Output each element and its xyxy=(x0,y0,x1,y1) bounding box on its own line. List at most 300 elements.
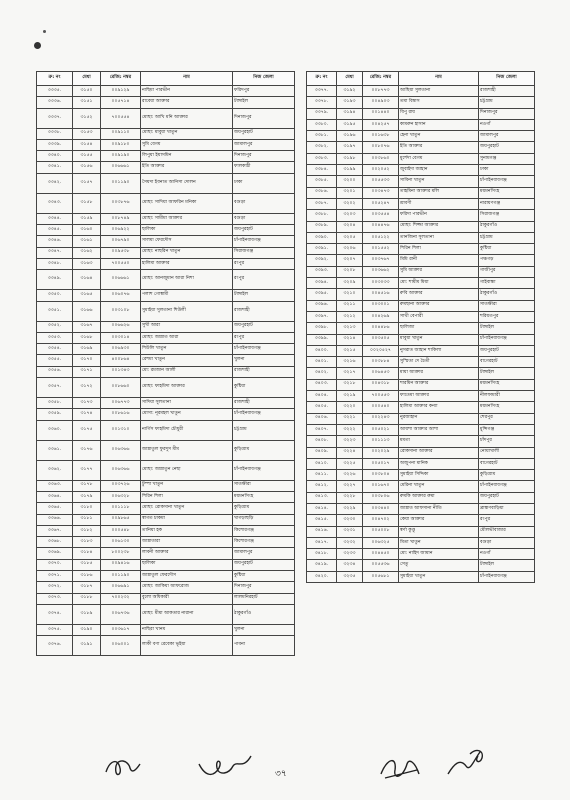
cell-reg-no: ৭০০২৩২ xyxy=(101,593,141,604)
cell-serial: ৩৩৫৭. xyxy=(37,378,73,398)
table-row xyxy=(307,311,535,322)
table-row xyxy=(307,537,535,548)
cell-name: শিরিন শিলা xyxy=(141,491,233,502)
cell-name: নুসরাত জাহান শাকিলা xyxy=(399,345,479,356)
cell-reg-no: ০০১৬৭০ xyxy=(363,481,399,492)
cell-serial: ৩৪১২. xyxy=(307,481,337,492)
cell-merit: ৩২২৩ xyxy=(337,436,363,447)
table-row xyxy=(307,357,535,368)
cell-reg-no: ০০৫৭১৪ xyxy=(101,97,141,108)
cell-name: জান্নাত আফসানা নীতি xyxy=(399,503,479,514)
cell-merit: ৩১৬০ xyxy=(73,225,101,236)
cell-reg-no: ০০৮৬৬০ xyxy=(101,378,141,398)
cell-merit: ৩২৩৫ xyxy=(337,571,363,582)
cell-district: জয়পুরহাট xyxy=(479,492,535,503)
cell-district: মুন্সিগঞ্জ xyxy=(479,424,535,435)
cell-merit: ৩২০৭ xyxy=(337,255,363,266)
cell-merit: ৩১৭২ xyxy=(73,378,101,398)
cell-reg-no: ০০২০৫২ xyxy=(363,165,399,176)
cell-merit: ৩১৯৯ xyxy=(337,165,363,176)
cell-reg-no: ০০৩৮৬০ xyxy=(363,153,399,164)
cell-reg-no: ৭০০৫৫৩ xyxy=(363,391,399,402)
cell-reg-no: ০০৫০২১ xyxy=(363,424,399,435)
cell-serial: ৩৪০৪. xyxy=(307,391,337,402)
cell-merit: ৩১৫৫ xyxy=(73,151,101,162)
cell-district: চাঁপাইনবাবগঞ্জ xyxy=(233,236,295,247)
cell-merit: ৩১৭৪ xyxy=(73,409,101,420)
cell-serial: ৩৪১৬. xyxy=(307,526,337,537)
cell-merit: ৩১৯১ xyxy=(73,636,101,656)
table-row xyxy=(37,514,295,525)
cell-district: রাজশাহী xyxy=(233,398,295,409)
cell-serial: ৩৩৯৯. xyxy=(307,334,337,345)
cell-serial: ৩৪১৫. xyxy=(307,515,337,526)
cell-district: পঞ্চগড় xyxy=(479,255,535,266)
cell-merit: ৩২০১ xyxy=(337,187,363,198)
cell-district: কুড়িগ্রাম xyxy=(233,503,295,514)
cell-district: নওগাঁ xyxy=(479,119,535,130)
cell-name: হালিমা আক্তার xyxy=(141,258,233,269)
cell-reg-no: ০০৪৪৭৬ xyxy=(363,221,399,232)
header-name: নাম xyxy=(141,72,233,86)
cell-name: রাবেয়া আক্তার xyxy=(141,97,233,108)
cell-name: মোছা: ফাহমিদা আক্তার xyxy=(141,378,233,398)
table-row xyxy=(37,301,295,321)
cell-name: রেশমা খাতুন xyxy=(141,355,233,366)
cell-name: নুরজাহান xyxy=(399,413,479,424)
table-row xyxy=(37,128,295,139)
cell-serial: ৩৩৪৬. xyxy=(37,236,73,247)
table-row xyxy=(37,537,295,548)
cell-district: ময়মনসিংহ xyxy=(479,402,535,413)
cell-district: চট্টগ্রাম xyxy=(479,232,535,243)
cell-district: ঢাকা xyxy=(479,165,535,176)
table-row xyxy=(307,289,535,300)
cell-serial: ৩৪০৮. xyxy=(307,436,337,447)
table-row xyxy=(307,153,535,164)
cell-serial: ৩৪১১. xyxy=(307,470,337,481)
table-row xyxy=(307,278,535,289)
cell-district: শরিয়তপুর xyxy=(479,311,535,322)
cell-merit: ৩১৫৯ xyxy=(73,213,101,224)
cell-name: মোছা: সাদিয়া আফরিন মনিকা xyxy=(141,193,233,213)
table-row xyxy=(307,86,535,97)
cell-reg-no: ০০৫১২২ xyxy=(363,232,399,243)
table-row xyxy=(37,440,295,460)
cell-serial: ৩৩৬৩. xyxy=(37,480,73,491)
cell-serial: ৩৩৮৬. xyxy=(307,187,337,198)
table-row xyxy=(37,420,295,440)
cell-name: মোছা: মীমা আকতার নারানা xyxy=(141,604,233,624)
cell-serial: ৩৪২০. xyxy=(307,571,337,582)
table-row xyxy=(37,460,295,480)
cell-district: নোয়াখালী xyxy=(479,447,535,458)
cell-reg-no: ০০৬১৩০ xyxy=(101,537,141,548)
cell-merit: ৩২২৬ xyxy=(337,470,363,481)
table-row xyxy=(307,424,535,435)
cell-reg-no: ০০৯১৮০ xyxy=(101,139,141,150)
cell-merit: ৩১৭০ xyxy=(73,355,101,366)
cell-merit: ৩১৭৮ xyxy=(73,480,101,491)
cell-merit: ৩১৭১ xyxy=(73,366,101,377)
table-row xyxy=(37,270,295,290)
cell-district: দিনাজপুর xyxy=(233,108,295,128)
cell-reg-no: ০০৫৬৮১ xyxy=(363,571,399,582)
cell-serial: ৩৩৯৩. xyxy=(307,266,337,277)
table-row xyxy=(37,480,295,491)
cell-district: বগুড়া xyxy=(233,213,295,224)
header-merit: মেধা xyxy=(337,72,363,86)
cell-district: চাঁপাইনবাবগঞ্জ xyxy=(479,571,535,582)
cell-serial: ৩৩৮৮. xyxy=(307,210,337,221)
table-row xyxy=(37,491,295,502)
cell-serial: ৩৩৯৮. xyxy=(307,323,337,334)
page-number: ৩৭ xyxy=(275,769,287,779)
table-row xyxy=(307,413,535,424)
table-row xyxy=(37,193,295,213)
cell-serial: ৩৩৪৪. xyxy=(37,213,73,224)
cell-reg-no: ০০১৩১০ xyxy=(101,420,141,440)
cell-serial: ৩৩৪২. xyxy=(37,173,73,193)
cell-district: কুষ্টিয়া xyxy=(233,571,295,582)
cell-name: সেতু xyxy=(399,560,479,571)
cell-merit: ৩১৫৭ xyxy=(73,173,101,193)
cell-district: জামালপুর xyxy=(233,548,295,559)
cell-district: রাজশাহী xyxy=(233,301,295,321)
cell-serial: ৩৪১৩. xyxy=(307,492,337,503)
cell-name: মেরিনা খাতুন xyxy=(399,481,479,492)
cell-merit: ৩২০৮ xyxy=(337,266,363,277)
cell-serial: ৩৩৬৬. xyxy=(37,514,73,525)
cell-reg-no: ০০১১৯০ xyxy=(101,173,141,193)
cell-merit: ৩১৮৮ xyxy=(73,593,101,604)
cell-serial: ৩৩৬০. xyxy=(37,420,73,440)
table-row xyxy=(307,481,535,492)
cell-serial: ৩৩৭১. xyxy=(37,571,73,582)
table-body-right xyxy=(307,86,535,583)
cell-district: ময়মনসিংহ xyxy=(479,187,535,198)
cell-reg-no: ০০৬০৭৬ xyxy=(101,290,141,301)
cell-serial: ৩৩৬৫. xyxy=(37,503,73,514)
cell-name: নাছিমা পারভীন xyxy=(141,86,233,97)
cell-merit: ৩২৩৩ xyxy=(337,549,363,560)
cell-district: গাইবান্ধা xyxy=(479,278,535,289)
cell-merit: ৩১৮৫ xyxy=(73,559,101,570)
cell-name: তানজিনা সুলতানা xyxy=(399,232,479,243)
signature-1 xyxy=(100,752,146,782)
cell-reg-no: ০০৩৭২৬ xyxy=(101,480,141,491)
cell-merit: ৩১৮১ xyxy=(73,514,101,525)
table-row xyxy=(37,398,295,409)
cell-district: গাজীপুর xyxy=(479,266,535,277)
cell-district: কুষ্টিয়া xyxy=(233,378,295,398)
table-row xyxy=(37,366,295,377)
cell-serial: ৩৩৪৮. xyxy=(37,258,73,269)
cell-merit: ৩২০৪ xyxy=(337,221,363,232)
cell-serial: ৩৩৯৬. xyxy=(307,300,337,311)
cell-district: কুড়িগ্রাম xyxy=(233,440,295,460)
cell-name: বুলো অধিকারী xyxy=(141,593,233,604)
table-row xyxy=(37,582,295,593)
table-row xyxy=(307,108,535,119)
cell-district: টাঙ্গাইল xyxy=(233,290,295,301)
cell-reg-no: ০০৩৮৭৬ xyxy=(101,193,141,213)
cell-merit: ৩১৯০ xyxy=(73,624,101,635)
cell-merit: ৩১৮৬ xyxy=(73,571,101,582)
table-row xyxy=(307,176,535,187)
cell-merit: ৩২০৬ xyxy=(337,244,363,255)
signature-2 xyxy=(195,750,255,782)
table-row xyxy=(37,604,295,624)
cell-merit: ৩২০৫ xyxy=(337,232,363,243)
cell-district: জয়পুরহাট xyxy=(233,321,295,332)
cell-name: মো: নাহিদ জামান xyxy=(399,549,479,560)
cell-name: আছিয়া সুলতানা xyxy=(399,86,479,97)
cell-serial: ৩৩৬২. xyxy=(37,460,73,480)
cell-name: ফাতেমা আক্তার xyxy=(399,391,479,402)
cell-reg-no: ০০৬৬৬১ xyxy=(101,162,141,173)
cell-name: নার্গিস ফাহমিদা চৌধুরী xyxy=(141,420,233,440)
cell-serial: ৩৩৯৪. xyxy=(307,278,337,289)
table-row xyxy=(37,355,295,366)
cell-reg-no: ০০১৬৩৮ xyxy=(363,131,399,142)
table-row xyxy=(307,345,535,356)
table-row xyxy=(37,409,295,420)
cell-reg-no: ০০৩৬১৭ xyxy=(101,624,141,635)
cell-reg-no: ০০৪৪৮৬ xyxy=(363,323,399,334)
cell-merit: ৩১৯৮ xyxy=(337,153,363,164)
cell-district: চাঁপাইনবাবগঞ্জ xyxy=(479,334,535,345)
table-row xyxy=(307,244,535,255)
table-row xyxy=(307,119,535,130)
cell-serial: ৩৩৪৩. xyxy=(37,193,73,213)
cell-name: লাবনী আক্তার xyxy=(141,548,233,559)
cell-serial: ৩৩৫৪. xyxy=(37,344,73,355)
cell-reg-no: ০০১৪৪০ xyxy=(363,108,399,119)
cell-name: মোছা: জান্নাত আরা xyxy=(141,332,233,343)
cell-reg-no: ০০৬৭৭৩ xyxy=(101,398,141,409)
cell-merit: ৩১৫০ xyxy=(73,86,101,97)
cell-name: জান্নাতারা xyxy=(141,537,233,548)
cell-serial: ৩৪০০. xyxy=(307,345,337,356)
cell-merit: ৩১৮২ xyxy=(73,525,101,536)
cell-merit: ৩১৯৪ xyxy=(337,108,363,119)
table-row xyxy=(37,151,295,162)
cell-merit: ৩২১৮ xyxy=(337,379,363,390)
cell-serial: ৩৩৫২. xyxy=(37,321,73,332)
cell-serial: ৩৩৯৭. xyxy=(307,311,337,322)
cell-district: পাবনা xyxy=(233,636,295,656)
cell-reg-no: ০০৮৭৪৯ xyxy=(101,213,141,224)
cell-merit: ৩১৬৫ xyxy=(73,290,101,301)
cell-merit: ৩২০৩ xyxy=(337,210,363,221)
cell-district: ফালকাঠী xyxy=(233,162,295,173)
cell-merit: ৩২২৫ xyxy=(337,458,363,469)
cell-reg-no: ০০৩৫৫৪ xyxy=(363,210,399,221)
table-row xyxy=(37,247,295,258)
cell-merit: ৩২৩০ xyxy=(337,515,363,526)
cell-merit: ৩১৯২ xyxy=(337,86,363,97)
cell-district: খুলনা xyxy=(233,624,295,635)
cell-name: মো: রমজান আলী xyxy=(141,366,233,377)
cell-name: মাবুয়া খাতুন xyxy=(399,334,479,345)
cell-name: ছালিজা xyxy=(399,323,479,334)
table-row xyxy=(307,187,535,198)
cell-name: সাথী বেপারী xyxy=(399,311,479,322)
cell-name: রুবি আক্তার xyxy=(399,289,479,300)
cell-merit: ৩২২৯ xyxy=(337,503,363,514)
cell-name: শিরিন শিলা xyxy=(399,244,479,255)
cell-name: মিমি রানী xyxy=(399,255,479,266)
cell-merit: ৩২১৪ xyxy=(337,334,363,345)
cell-district: ঠাকুরগাঁও xyxy=(479,221,535,232)
ink-dot-mark xyxy=(43,30,46,33)
cell-district: নীলফামারী xyxy=(479,391,535,402)
cell-district: সিরাজগঞ্জ xyxy=(479,210,535,221)
cell-serial: ৩৩৪৫. xyxy=(37,225,73,236)
cell-reg-no: ০০৯১৯০ xyxy=(101,151,141,162)
cell-district: ঠাকুরগাঁও xyxy=(233,604,295,624)
cell-merit: ৩২২৪ xyxy=(337,447,363,458)
cell-serial: ৩৩৫৬. xyxy=(37,366,73,377)
cell-name: তাহমিনা আক্তার মলি xyxy=(399,187,479,198)
cell-reg-no: ০০৬৪৫৩ xyxy=(363,368,399,379)
cell-reg-no: ০০১১১৩ xyxy=(363,436,399,447)
cell-reg-no: ০০৬৯৩০ xyxy=(101,344,141,355)
cell-district: জামালপুর xyxy=(233,139,295,150)
table-row xyxy=(37,503,295,514)
cell-district: দিনাজপুর xyxy=(233,582,295,593)
cell-name: রোকসানা আক্তার xyxy=(399,447,479,458)
cell-district: চাঁপাইনবাবগঞ্জ xyxy=(233,344,295,355)
table-row xyxy=(307,255,535,266)
cell-serial: ৩৪০৯. xyxy=(307,447,337,458)
cell-merit: ৩১৬৬ xyxy=(73,301,101,321)
cell-district: মৌলভীবাজার xyxy=(479,526,535,537)
cell-district: চাঁপাইনবাবগঞ্জ xyxy=(479,481,535,492)
cell-district: রংপুর xyxy=(479,515,535,526)
cell-district: ময়মনসিংহ xyxy=(233,491,295,502)
cell-serial: ৩৩৪৭. xyxy=(37,247,73,258)
cell-merit: ৩২১০ xyxy=(337,289,363,300)
cell-merit: ৩২২২ xyxy=(337,424,363,435)
cell-serial: ৩৩৫৩. xyxy=(37,332,73,343)
cell-reg-no: ০০৯১১০ xyxy=(101,128,141,139)
cell-merit: ৩২১৯ xyxy=(337,391,363,402)
cell-name: লিপুয়া ইয়াসমিন xyxy=(141,151,233,162)
cell-name: হেনা খাতুন xyxy=(399,131,479,142)
table-row xyxy=(307,368,535,379)
cell-name: মোছা: আনজুমান আরা নিশা xyxy=(141,270,233,290)
cell-reg-no: ০০৬৬৬১ xyxy=(101,270,141,290)
cell-serial: ৩৩৮৪. xyxy=(307,165,337,176)
table-row xyxy=(307,97,535,108)
cell-reg-no: ০০৩৬৬২ xyxy=(363,266,399,277)
cell-merit: ৩১৫৮ xyxy=(73,193,101,213)
punch-hole-mark xyxy=(34,42,41,49)
cell-name: মোছা: সামীমা আক্তার xyxy=(141,213,233,224)
cell-reg-no: ০০৩৫০৫ xyxy=(363,334,399,345)
cell-merit: ৩২১১ xyxy=(337,300,363,311)
table-row xyxy=(307,571,535,582)
cell-reg-no: ০০৫০০৮ xyxy=(363,526,399,537)
cell-merit: ৩১৬৭ xyxy=(73,321,101,332)
cell-name: মোছা: আখি মনি আক্তার xyxy=(141,108,233,128)
table-row xyxy=(37,321,295,332)
cell-serial: ৩৩৫৫. xyxy=(37,355,73,366)
cell-reg-no: ০০২০২৯ xyxy=(363,447,399,458)
cell-merit: ৩১৫৩ xyxy=(73,128,101,139)
cell-district: বাগেরহাট xyxy=(479,357,535,368)
cell-serial: ৩৪১০. xyxy=(307,458,337,469)
cell-reg-no: ০০৯৪১৬ xyxy=(101,559,141,570)
cell-merit: ৩১৮৪ xyxy=(73,548,101,559)
cell-reg-no: ০০২০৫২৭ xyxy=(363,345,399,356)
cell-serial: ৩৩৯০. xyxy=(307,232,337,243)
header-serial: ক্র: নং xyxy=(37,72,73,86)
table-row xyxy=(37,213,295,224)
cell-district: জামালপুর xyxy=(479,131,535,142)
cell-name: কেয়া আক্তার xyxy=(399,515,479,526)
table-body-left xyxy=(37,86,295,656)
cell-merit: ৩১৫২ xyxy=(73,108,101,128)
cell-merit: ৩২১২ xyxy=(337,311,363,322)
table-row xyxy=(37,236,295,247)
cell-reg-no: ০০৩৪৪০ xyxy=(363,503,399,514)
cell-district: দিনাজপুর xyxy=(479,108,535,119)
table-row xyxy=(37,636,295,656)
cell-reg-no: ০০১১১৮ xyxy=(101,503,141,514)
merit-list-table-right xyxy=(306,71,535,583)
cell-serial: ৩৪১৭. xyxy=(307,537,337,548)
cell-serial: ৩৩৮০. xyxy=(307,119,337,130)
cell-district: টাঙ্গাইল xyxy=(479,323,535,334)
cell-reg-no: ০০৮৬১৬ xyxy=(101,409,141,420)
cell-name: ইতি আক্তার xyxy=(399,142,479,153)
cell-district: বাগেরহাট xyxy=(479,458,535,469)
cell-reg-no: ৮০০২৩৮ xyxy=(101,548,141,559)
cell-reg-no: ০০৩৪৭৩ xyxy=(363,187,399,198)
cell-district: রংপুর xyxy=(233,332,295,343)
cell-reg-no: ০০০৫৪৮ xyxy=(101,525,141,536)
cell-merit: ৩১৮৭ xyxy=(73,582,101,593)
cell-reg-no: ০০৬৩২৮ xyxy=(101,491,141,502)
cell-name: মোছা: জাকিয়া আফরোজ xyxy=(141,582,233,593)
cell-reg-no: ০০৩৮০৪ xyxy=(363,470,399,481)
cell-serial: ৩৩৮১. xyxy=(307,131,337,142)
cell-district: জয়পুরহাট xyxy=(233,559,295,570)
cell-district: চাঁপাইনবাবগঞ্জ xyxy=(233,460,295,480)
table-row xyxy=(307,515,535,526)
cell-name: আয়শা আক্তার আশা xyxy=(399,424,479,435)
cell-serial: ৩৩৪৯. xyxy=(37,270,73,290)
cell-reg-no: ০০৩০৩৩ xyxy=(363,278,399,289)
cell-serial: ৩৩৩৮. xyxy=(37,128,73,139)
cell-district: লালমনিরহাট xyxy=(233,593,295,604)
cell-reg-no: ০০৯১২৯ xyxy=(101,86,141,97)
table-header-row xyxy=(307,72,535,86)
cell-name: পলাশ গোস্বামী xyxy=(141,290,233,301)
cell-reg-no: ০০৪৯০৩ xyxy=(363,97,399,108)
cell-district: সাতক্ষীরা xyxy=(233,480,295,491)
table-row xyxy=(37,593,295,604)
merit-list-table-left xyxy=(36,71,295,656)
cell-name: স্বর্ণা কুণ্ডু xyxy=(399,526,479,537)
cell-serial: ৩৩৮৫. xyxy=(307,176,337,187)
cell-district: ঠাকুরগাঁও xyxy=(479,289,535,300)
cell-district: চাঁপাইনবাবগঞ্জ xyxy=(233,409,295,420)
cell-name: সুমি বেগম xyxy=(141,139,233,150)
